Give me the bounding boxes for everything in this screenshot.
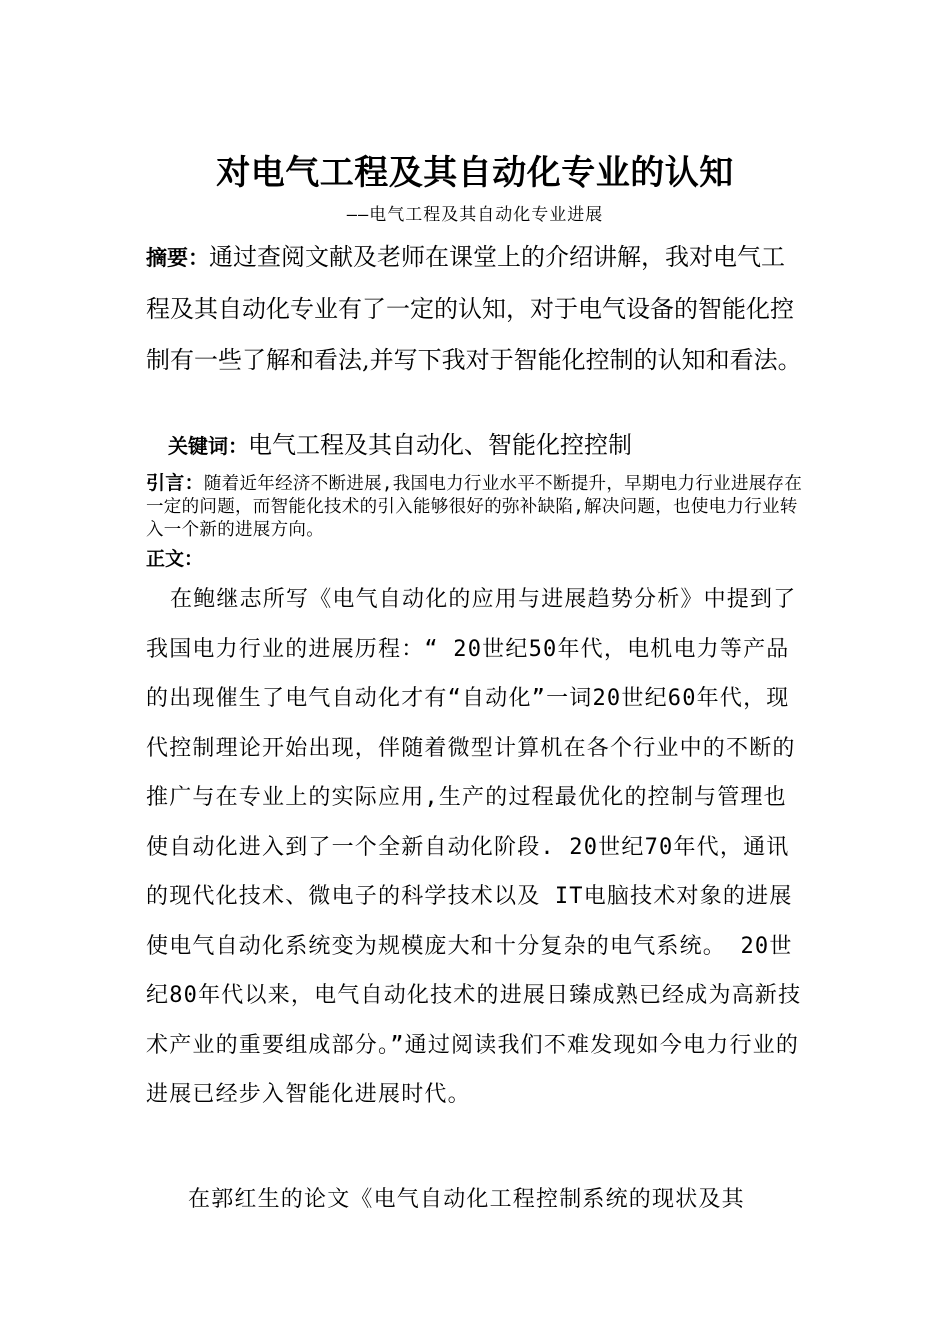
keywords-section bbox=[168, 428, 808, 463]
abstract-label: 摘要： bbox=[146, 246, 209, 270]
introduction-section bbox=[146, 472, 806, 542]
introduction-text: 随着近年经济不断进展,我国电力行业水平不断提升，早期电力行业进展存在一定的问题，而智能化技术的引入能够很好的弥补缺陷,解决问题，也使电力行业转入一个新的进展方向。 bbox=[146, 474, 803, 540]
keywords-text: 电气工程及其自动化、智能化控控制 bbox=[248, 431, 632, 459]
keywords-label: 关键词： bbox=[168, 434, 248, 458]
document-subtitle: ——电气工程及其自动化专业进展 bbox=[346, 205, 604, 225]
document-title: 对电气工程及其自动化专业的认知 bbox=[216, 153, 734, 193]
abstract-text: 通过查阅文献及老师在课堂上的介绍讲解，我对电气工程及其自动化专业有了一定的认知，对于电气设备的智能化控制有一些了解和看法,并写下我对于智能化控制的认知和看法。 bbox=[146, 243, 802, 374]
body-label: 正文： bbox=[146, 548, 204, 570]
abstract-section bbox=[146, 232, 806, 386]
introduction-label: 引言： bbox=[146, 472, 204, 494]
body-paragraph-1: 在鲍继志所写《电气自动化的应用与进展趋势分析》中提到了我国电力行业的进展历程：“ 20世纪50年代，电机电力等产品的出现催生了电气自动化才有“自动化”一词20世纪60年代，现代控制理论开始出现，伴随着微型计算机在各个行业中的不断的推广与在专业上的实际应用,生产的过程最优化的控制与管理也使自动化进入到了一个全新自动化阶段. 20世纪70年代，通讯的现代化技术、微电子的科学技术以及 IT电脑技术对象的进展使电气自动化系统变为规模庞大和十分复杂的电气系统。 20世纪80年代以来，电气自动化技术的进展日臻成熟已经成为高新技术产业的重要组成部分。”通过阅读我们不难发现如今电力行业的进展已经步入智能化进展时代。 bbox=[146, 587, 802, 1107]
body-paragraph-2: 在郭红生的论文《电气自动化工程控制系统的现状及其 bbox=[188, 1187, 745, 1212]
